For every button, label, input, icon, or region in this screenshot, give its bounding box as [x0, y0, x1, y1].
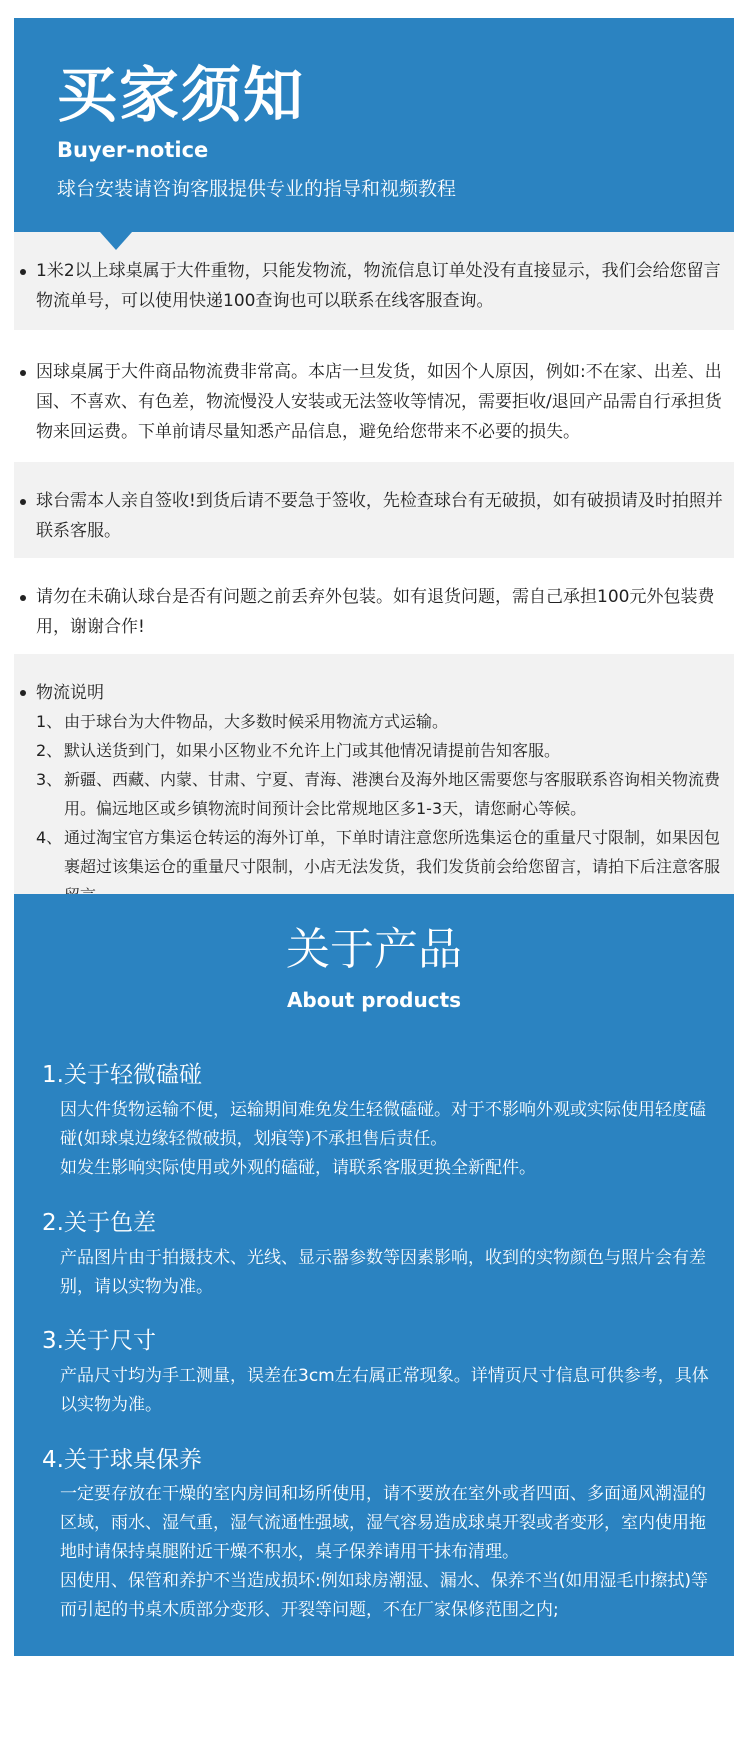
section-heading: 1.关于轻微磕碰 [42, 1062, 202, 1088]
section-heading: 2.关于色差 [42, 1210, 156, 1236]
section-body: 一定要存放在干燥的室内房间和场所使用，请不要放在室外或者四面、多面通风潮湿的区域，雨水、湿气重，湿气流通性强域，湿气容易造成球桌开裂或者变形，室内使用拖地时请保持桌腿附近干燥不积水，桌子保养请用干抹布清理。 因使用、保管和养护不当造成损坏:例如球房潮湿、漏水、保养不当(如用湿毛巾擦拭)等而引起的书桌木质部分变形、开裂等问题，不在厂家保修范围之内; [60, 1484, 708, 1620]
page-subtitle: Buyer-notice [57, 138, 209, 162]
logistics-heading: 物流说明 [36, 683, 104, 703]
item-number: 1、 [36, 712, 63, 731]
notice-text: 请勿在未确认球台是否有问题之前丢弃外包装。如有退货问题，需自己承担100元外包装费用，谢谢合作! [36, 587, 715, 637]
bullet-icon [20, 370, 26, 376]
products-subtitle: About products [286, 988, 462, 1012]
buyer-notice-page [14, 18, 734, 1656]
section-heading: 4.关于球桌保养 [42, 1447, 202, 1473]
notice-text: 1米2以上球桌属于大件重物，只能发物流，物流信息订单处没有直接显示，我们会给您留言物流单号，可以使用快递100查询也可以联系在线客服查询。 [36, 261, 721, 311]
notice-text: 球台需本人亲自签收!到货后请不要急于签收，先检查球台有无破损，如有破损请及时拍照并联系客服。 [36, 491, 723, 541]
section-body: 产品图片由于拍摄技术、光线、显示器参数等因素影响，收到的实物颜色与照片会有差别，请以实物为准。 [60, 1248, 706, 1297]
bullet-icon [20, 595, 26, 601]
products-title: 关于产品 [286, 924, 462, 975]
notice-header-banner [14, 18, 734, 232]
bullet-icon [20, 690, 26, 696]
header-pointer-arrow [100, 232, 132, 250]
logistics-item [36, 736, 726, 765]
item-number: 3、 [36, 770, 63, 789]
item-number: 4、 [36, 828, 63, 847]
notice-item [14, 330, 734, 462]
notice-text: 因球桌属于大件商品物流费非常高。本店一旦发货，如因个人原因，例如:不在家、出差、出国、不喜欢、有色差，物流慢没人安装或无法签收等情况，需要拒收/退回产品需自行承担货物来回运费。下单前请尽量知悉产品信息，避免给您带来不必要的损失。 [36, 362, 722, 442]
logistics-section [14, 654, 734, 894]
item-text: 默认送货到门，如果小区物业不允许上门或其他情况请提前告知客服。 [64, 741, 561, 760]
bullet-icon [20, 499, 26, 505]
item-text: 由于球台为大件物品，大多数时候采用物流方式运输。 [64, 712, 449, 731]
item-number: 2、 [36, 741, 63, 760]
about-products-section [14, 894, 734, 1656]
section-body: 产品尺寸均为手工测量，误差在3cm左右属正常现象。详情页尺寸信息可供参考，具体以实物为准。 [60, 1366, 709, 1415]
item-text: 通过淘宝官方集运仓转运的海外订单，下单时请注意您所选集运仓的重量尺寸限制，如果因包裹超过该集运仓的重量尺寸限制，小店无法发货，我们发货前会给您留言，请拍下后注意客服 [64, 828, 721, 876]
logistics-item [36, 707, 726, 736]
section-body: 因大件货物运输不便，运输期间难免发生轻微磕碰。对于不影响外观或实际使用轻度磕碰(如球桌边缘轻微破损，划痕等)不承担售后责任。 如发生影响实际使用或外观的磕碰，请联系客服更换全新配件。 [60, 1100, 706, 1178]
page-title: 买家须知 [57, 61, 305, 131]
notice-item [14, 462, 734, 558]
notice-item [14, 558, 734, 654]
item-text: 新疆、西藏、内蒙、甘肃、宁夏、青海、港澳台及海外地区需要您与客服联系咨询相关物流费用。偏远地区或乡镇物流时间预计会比常规地区多1-3天，请您耐心等候。 [64, 770, 721, 818]
header-description: 球台安装请咨询客服提供专业的指导和视频教程 [57, 178, 457, 200]
section-heading: 3.关于尺寸 [42, 1328, 156, 1354]
bullet-icon [20, 269, 26, 275]
logistics-item [36, 765, 726, 823]
